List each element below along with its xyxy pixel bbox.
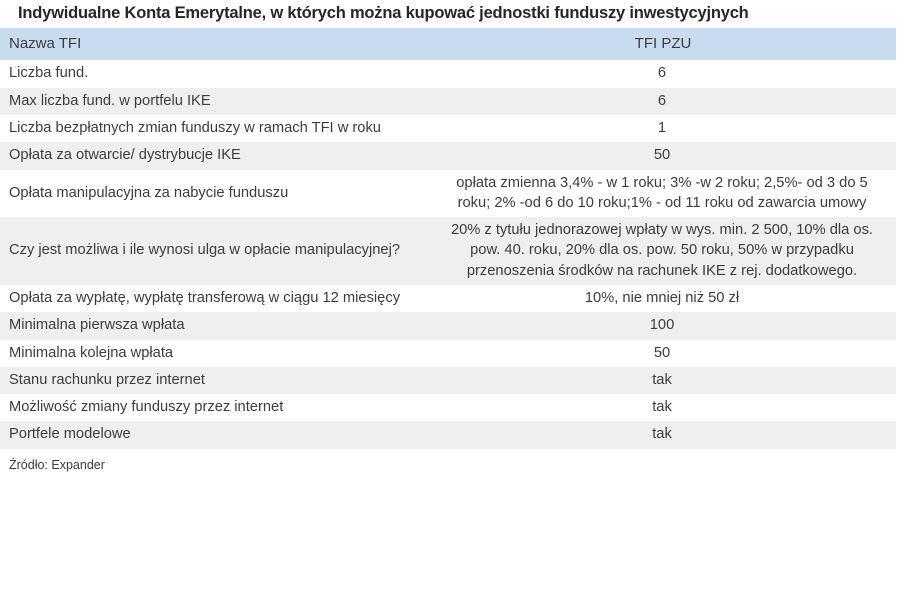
column-header-nazwa-tfi: Nazwa TFI <box>0 28 430 60</box>
table-body <box>0 60 896 448</box>
table-cell-label: Opłata manipulacyjna za nabycie funduszu <box>0 170 430 218</box>
table-cell-label: Liczba bezpłatnych zmian funduszy w ramach TFI w roku <box>0 115 430 142</box>
source-note: Źródło: Expander <box>9 457 105 472</box>
table-row <box>0 394 896 421</box>
table-cell-label: Minimalna pierwsza wpłata <box>0 312 430 339</box>
table-row <box>0 421 896 448</box>
table-cell-value: tak <box>430 394 896 421</box>
page-title: Indywidualne Konta Emerytalne, w których można kupować jednostki funduszy inwestycyjnych <box>18 4 749 22</box>
table-cell-value: tak <box>430 421 896 448</box>
table-row <box>0 312 896 339</box>
table-row <box>0 60 896 87</box>
table-row <box>0 88 896 115</box>
table-cell-value: 100 <box>430 312 896 339</box>
table-cell-label: Możliwość zmiany funduszy przez internet <box>0 394 430 421</box>
table-cell-value: 50 <box>430 340 896 367</box>
table-cell-label: Max liczba fund. w portfelu IKE <box>0 88 430 115</box>
table-row <box>0 170 896 218</box>
table-cell-value: 50 <box>430 142 896 169</box>
table-cell-value: 6 <box>430 88 896 115</box>
table-header-row <box>0 28 896 60</box>
table-row <box>0 115 896 142</box>
table-cell-label: Liczba fund. <box>0 60 430 87</box>
table-cell-value: 10%, nie mniej niż 50 zł <box>430 285 896 312</box>
table-cell-value: 6 <box>430 60 896 87</box>
table-header <box>0 28 896 60</box>
table-cell-label: Opłata za otwarcie/ dystrybucje IKE <box>0 142 430 169</box>
table-cell-label: Portfele modelowe <box>0 421 430 448</box>
table-cell-label: Czy jest możliwa i ile wynosi ulga w opłacie manipulacyjnej? <box>0 217 430 285</box>
table-row <box>0 340 896 367</box>
table-cell-label: Opłata za wypłatę, wypłatę transferową w ciągu 12 miesięcy <box>0 285 430 312</box>
table-cell-label: Stanu rachunku przez internet <box>0 367 430 394</box>
table-row <box>0 217 896 285</box>
column-header-tfi-pzu: TFI PZU <box>430 28 896 60</box>
ike-comparison-table <box>0 28 896 448</box>
table-cell-value: tak <box>430 367 896 394</box>
table-cell-value: 20% z tytułu jednorazowej wpłaty w wys. min. 2 500, 10% dla os. pow. 40. roku, 20% dla os. pow. 50 roku, 50% w przypadku przenoszenia środków na rachunek IKE z rej. dodatkowego. <box>430 217 896 285</box>
table-row <box>0 367 896 394</box>
table-cell-label: Minimalna kolejna wpłata <box>0 340 430 367</box>
table-row <box>0 285 896 312</box>
table-cell-value: opłata zmienna 3,4% - w 1 roku; 3% -w 2 roku; 2,5%- od 3 do 5 roku; 2% -od 6 do 10 roku;1% - od 11 roku od zawarcia umowy <box>430 170 896 218</box>
table-cell-value: 1 <box>430 115 896 142</box>
table-row <box>0 142 896 169</box>
